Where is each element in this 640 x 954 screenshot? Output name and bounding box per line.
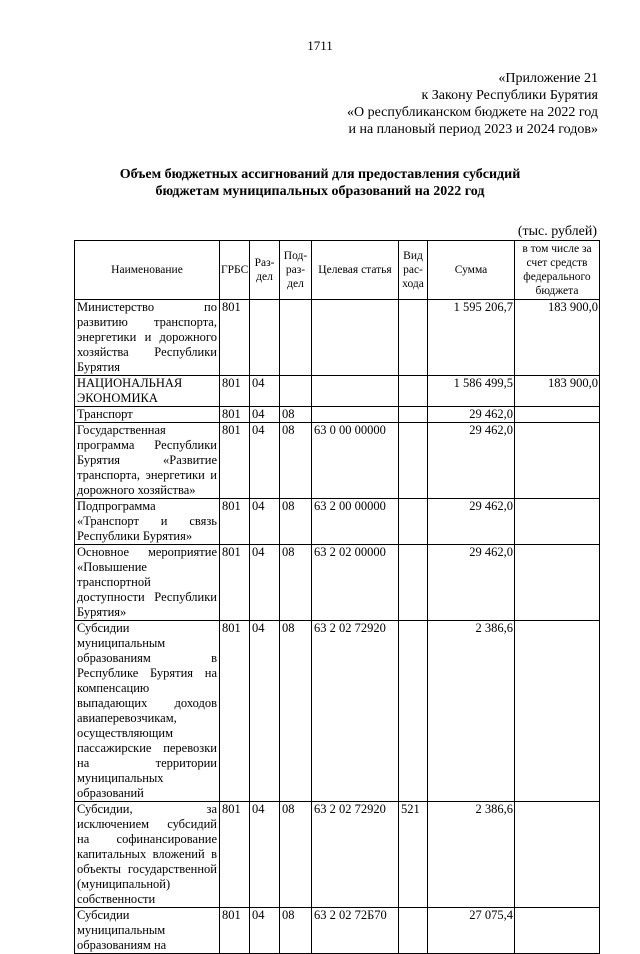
cell-target: 63 2 02 00000 bbox=[312, 545, 399, 621]
appendix-note bbox=[347, 70, 598, 138]
header-vid: Вид рас-хода bbox=[399, 241, 428, 300]
cell-grbs: 801 bbox=[220, 499, 250, 545]
cell-grbs: 801 bbox=[220, 423, 250, 499]
cell-vid: 521 bbox=[399, 802, 428, 908]
cell-vid bbox=[399, 908, 428, 954]
cell-podrazdel: 08 bbox=[280, 908, 312, 954]
cell-vid bbox=[399, 376, 428, 407]
cell-name: Государственная программа Республики Бурятия «Развитие транспорта, энергетики и дорожного хозяйства» bbox=[75, 423, 220, 499]
cell-target: 63 2 00 00000 bbox=[312, 499, 399, 545]
cell-target: 63 0 00 00000 bbox=[312, 423, 399, 499]
cell-name: Субсидии муниципальным образованиям в Республике Бурятия на компенсацию выпадающих доходов авиаперевозчикам, осуществляющим пассажирские перевозки на территории муниципальных образований bbox=[75, 621, 220, 802]
cell-podrazdel: 08 bbox=[280, 499, 312, 545]
table-row bbox=[75, 423, 600, 499]
cell-podrazdel: 08 bbox=[280, 621, 312, 802]
cell-name: Основное мероприятие «Повышение транспортной доступности Республики Бурятия» bbox=[75, 545, 220, 621]
header-name: Наименование bbox=[75, 241, 220, 300]
cell-grbs: 801 bbox=[220, 376, 250, 407]
cell-vid bbox=[399, 545, 428, 621]
cell-target bbox=[312, 300, 399, 376]
header-federal: в том числе за счет средств федерального бюджета bbox=[515, 241, 600, 300]
cell-grbs: 801 bbox=[220, 300, 250, 376]
budget-table bbox=[74, 240, 600, 954]
cell-razdel: 04 bbox=[250, 545, 280, 621]
cell-grbs: 801 bbox=[220, 545, 250, 621]
cell-razdel: 04 bbox=[250, 376, 280, 407]
cell-sum: 27 075,4 bbox=[428, 908, 515, 954]
table-header-row bbox=[75, 241, 600, 300]
cell-name: Министерство по развитию транспорта, энергетики и дорожного хозяйства Республики Бурятия bbox=[75, 300, 220, 376]
cell-sum: 29 462,0 bbox=[428, 423, 515, 499]
cell-razdel: 04 bbox=[250, 499, 280, 545]
cell-podrazdel bbox=[280, 376, 312, 407]
cell-name: Субсидии, за исключением субсидий на софинансирование капитальных вложений в объекты государственной (муниципальной) собственности bbox=[75, 802, 220, 908]
cell-vid bbox=[399, 407, 428, 423]
page-number: 1711 bbox=[307, 38, 333, 53]
cell-federal bbox=[515, 423, 600, 499]
header-razdel: Раз-дел bbox=[250, 241, 280, 300]
cell-federal bbox=[515, 545, 600, 621]
table-row bbox=[75, 376, 600, 407]
cell-vid bbox=[399, 621, 428, 802]
cell-name: Транспорт bbox=[75, 407, 220, 423]
cell-razdel: 04 bbox=[250, 407, 280, 423]
units-label: (тыс. рублей) bbox=[517, 224, 597, 239]
cell-federal bbox=[515, 499, 600, 545]
cell-sum: 1 595 206,7 bbox=[428, 300, 515, 376]
cell-federal bbox=[515, 908, 600, 954]
cell-federal bbox=[515, 802, 600, 908]
cell-target: 63 2 02 72Б70 bbox=[312, 908, 399, 954]
cell-podrazdel: 08 bbox=[280, 545, 312, 621]
cell-grbs: 801 bbox=[220, 621, 250, 802]
header-podrazdel: Под-раз-дел bbox=[280, 241, 312, 300]
cell-vid bbox=[399, 300, 428, 376]
cell-federal: 183 900,0 bbox=[515, 300, 600, 376]
cell-federal: 183 900,0 bbox=[515, 376, 600, 407]
appendix-line: «О республиканском бюджете на 2022 год bbox=[347, 105, 598, 120]
cell-podrazdel: 08 bbox=[280, 423, 312, 499]
cell-target: 63 2 02 72920 bbox=[312, 621, 399, 802]
cell-vid bbox=[399, 423, 428, 499]
document-title-line: Объем бюджетных ассигнований для предоставления субсидий bbox=[119, 167, 521, 182]
header-grbs: ГРБС bbox=[220, 241, 250, 300]
table-row bbox=[75, 908, 600, 954]
cell-target: 63 2 02 72920 bbox=[312, 802, 399, 908]
cell-name: Субсидии муниципальным образованиям на bbox=[75, 908, 220, 954]
cell-grbs: 801 bbox=[220, 908, 250, 954]
cell-razdel: 04 bbox=[250, 423, 280, 499]
table-row bbox=[75, 300, 600, 376]
cell-vid bbox=[399, 499, 428, 545]
cell-sum: 2 386,6 bbox=[428, 621, 515, 802]
cell-name: НАЦИОНАЛЬНАЯ ЭКОНОМИКА bbox=[75, 376, 220, 407]
table-row bbox=[75, 621, 600, 802]
table-row bbox=[75, 802, 600, 908]
cell-sum: 29 462,0 bbox=[428, 407, 515, 423]
appendix-line: к Закону Республики Бурятия bbox=[421, 88, 598, 103]
cell-sum: 29 462,0 bbox=[428, 545, 515, 621]
cell-sum: 2 386,6 bbox=[428, 802, 515, 908]
table-row bbox=[75, 499, 600, 545]
cell-grbs: 801 bbox=[220, 407, 250, 423]
document-title-line: бюджетам муниципальных образований на 2022 год bbox=[155, 184, 485, 199]
table-row bbox=[75, 407, 600, 423]
cell-podrazdel: 08 bbox=[280, 407, 312, 423]
table-body bbox=[75, 300, 600, 954]
cell-name: Подпрограмма «Транспорт и связь Республики Бурятия» bbox=[75, 499, 220, 545]
document-title bbox=[0, 166, 640, 200]
table-row bbox=[75, 545, 600, 621]
cell-sum: 1 586 499,5 bbox=[428, 376, 515, 407]
cell-target bbox=[312, 407, 399, 423]
header-sum: Сумма bbox=[428, 241, 515, 300]
cell-grbs: 801 bbox=[220, 802, 250, 908]
cell-razdel bbox=[250, 300, 280, 376]
cell-target bbox=[312, 376, 399, 407]
cell-podrazdel bbox=[280, 300, 312, 376]
cell-sum: 29 462,0 bbox=[428, 499, 515, 545]
cell-razdel: 04 bbox=[250, 908, 280, 954]
cell-federal bbox=[515, 621, 600, 802]
appendix-line: и на плановый период 2023 и 2024 годов» bbox=[348, 122, 598, 137]
cell-federal bbox=[515, 407, 600, 423]
cell-razdel: 04 bbox=[250, 802, 280, 908]
header-target: Целевая статья bbox=[312, 241, 399, 300]
appendix-line: «Приложение 21 bbox=[498, 71, 598, 86]
cell-podrazdel: 08 bbox=[280, 802, 312, 908]
cell-razdel: 04 bbox=[250, 621, 280, 802]
